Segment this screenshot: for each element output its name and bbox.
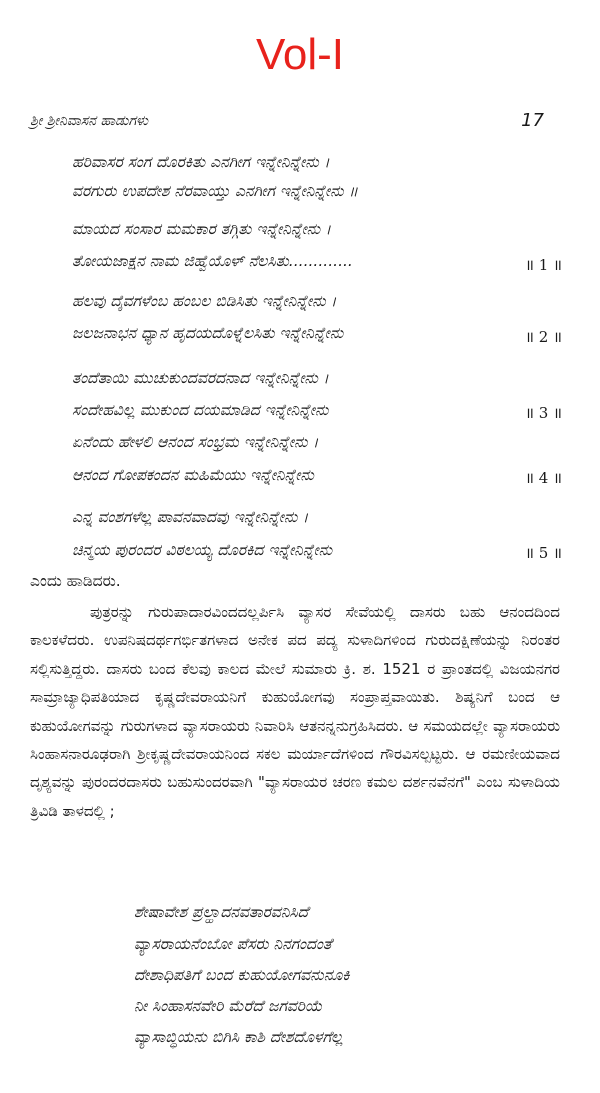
quoted-line-2: ವ್ಯಾಸರಾಯನೆಂಬೋ ಪೆಸರು ನಿನಗಂದಂತೆ [134,935,332,953]
verse-1-number: ॥ 1 ॥ [524,256,562,274]
quoted-line-4: ನೀ ಸಿಂಹಾಸನವೇರಿ ಮೆರೆದೆ ಜಗವರಿಯೆ [134,997,323,1015]
running-header-title: ಶ್ರೀ ಶ್ರೀನಿವಾಸನ ಹಾಡುಗಳು [30,113,149,129]
verse-5-line-2: ಚಿನ್ಮಯ ಪುರಂದರ ವಿಠಲಯ್ಯ ದೊರಕಿದ ಇನ್ನೇನಿನ್ನೇನು [72,541,333,559]
verse-3-line-1: ತಂದೆತಾಯಿ ಮುಚುಕುಂದವರದನಾದ ಇನ್ನೇನಿನ್ನೇನು । [72,369,329,387]
verse-2-line-1: ಹಲವು ದೈವಗಳೆಂಬ ಹಂಬಲ ಬಿಡಿಸಿತು ಇನ್ನೇನಿನ್ನೇನು । [72,292,337,310]
verse-3-line-2: ಸಂದೇಹವಿಲ್ಲ ಮುಕುಂದ ದಯಮಾಡಿದ ಇನ್ನೇನಿನ್ನೇನು [72,401,329,419]
verse-1-line-3: ಮಾಯದ ಸಂಸಾರ ಮಮಕಾರ ತಗ್ಗಿತು ಇನ್ನೇನಿನ್ನೇನು । [72,220,332,238]
verse-2-line-2: ಜಲಜನಾಭನ ಧ್ಯಾನ ಹೃದಯದೊಳ್ನೆಲಸಿತು ಇನ್ನೇನಿನ್ನೇನು [72,324,344,342]
verse-4-line-1: ಏನೆಂದು ಹೇಳಲಿ ಆನಂದ ಸಂಭ್ರಮ ಇನ್ನೇನಿನ್ನೇನು । [72,433,319,451]
verse-1-line-1: ಹರಿವಾಸರ ಸಂಗ ದೊರಕಿತು ಎನಗೀಗ ಇನ್ನೇನಿನ್ನೇನು । [72,153,330,171]
quoted-line-1: ಶೇಷಾವೇಶ ಪ್ರಲ್ಹಾದನವತಾರವನಿಸಿದೆ [134,903,309,921]
quoted-line-5: ವ್ಯಾಸಾಬ್ಧಿಯನು ಬಿಗಿಸಿ ಕಾಶಿ ದೇಶದೊಳಗೆಲ್ಲ [134,1028,343,1046]
body-paragraph: ಪುತ್ರರನ್ನು ಗುರುಪಾದಾರವಿಂದದಲ್ಲರ್ಪಿಸಿ ವ್ಯಾಸರ ಸೇವೆಯಲ್ಲಿ ದಾಸರು ಬಹು ಆನಂದದಿಂದ ಕಾಲಕಳೆದರು. ಉಪನಿಷದರ್ಥಗರ್ಭಿತಗಳಾದ ಅನೇಕ ಪದ ಪದ್ಯ ಸುಳಾದಿಗಳಿಂದ ಗುರುದಕ್ಷಿಣೆಯನ್ನು ನಿರಂತರ ಸಲ್ಲಿಸುತ್ತಿದ್ದರು. ದಾಸರು ಬಂದ ಕೆಲವು ಕಾಲದ ಮೇಲೆ ಸುಮಾರು ಕ್ರಿ. ಶ. 1521 ರ ಪ್ರಾಂತದಲ್ಲಿ ವಿಜಯನಗರ ಸಾಮ್ರಾಜ್ಯಾಧಿಪತಿಯಾದ ಕೃಷ್ಣದೇವರಾಯನಿಗೆ ಕುಹುಯೋಗವು ಸಂಪ್ರಾಪ್ತವಾಯಿತು. ಶಿಷ್ಯನಿಗೆ ಬಂದ ಆ ಕುಹುಯೋಗವನ್ನು ಗುರುಗಳಾದ ವ್ಯಾಸರಾಯರು ನಿವಾರಿಸಿ ಆತನನ್ನನುಗ್ರಹಿಸಿದರು. ಆ ಸಮಯದಲ್ಲೇ ವ್ಯಾಸರಾಯರು ಸಿಂಹಾಸನಾರೂಢರಾಗಿ ಶ್ರೀಕೃಷ್ಣದೇವರಾಯನಿಂದ ಸಕಲ ಮರ್ಯಾದೆಗಳಿಂದ ಗೌರವಿಸಲ್ಪಟ್ಟರು. ಆ ರಮಣೀಯವಾದ ದೃಶ್ಯವನ್ನು ಪುರಂದರದಾಸರು ಬಹುಸುಂದರವಾಗಿ "ವ್ಯಾಸರಾಯರ ಚರಣ ಕಮಲ ದರ್ಶನವೆನಗೆ" ಎಂಬ ಸುಳಾದಿಯ ತ್ರಿವಿಡಿ ತಾಳದಲ್ಲಿ ; [30,603,560,820]
quoted-line-3: ದೇಶಾಧಿಪತಿಗೆ ಬಂದ ಕುಹುಯೋಗವನುನೂಕಿ [134,966,350,984]
verse-1-line-2: ವರಗುರು ಉಪದೇಶ ನೆರವಾಯ್ತು ಎನಗೀಗ ಇನ್ನೇನಿನ್ನೇನು ॥ [72,182,358,200]
volume-watermark: Vol-I [255,30,345,79]
closing-line: ಎಂದು ಹಾಡಿದರು. [30,572,121,590]
verse-5-line-1: ಎನ್ನ ವಂಶಗಳೆಲ್ಲ ಪಾವನವಾದವು ಇನ್ನೇನಿನ್ನೇನು । [72,508,309,526]
verse-3-number: ॥ 3 ॥ [524,404,562,422]
verse-1-line-4: ತೋಯಜಾಕ್ಷನ ನಾಮ ಜಿಹ್ವೆಯೊಳ್ ನೆಲಸಿತು............. [72,252,353,270]
page-number: 17 [521,110,544,131]
verse-4-number: ॥ 4 ॥ [524,469,562,487]
verse-5-number: ॥ 5 ॥ [524,544,562,562]
verse-2-number: ॥ 2 ॥ [524,328,562,346]
verse-4-line-2: ಆನಂದ ಗೋಪಕಂದನ ಮಹಿಮೆಯು ಇನ್ನೇನಿನ್ನೇನು [72,466,314,484]
